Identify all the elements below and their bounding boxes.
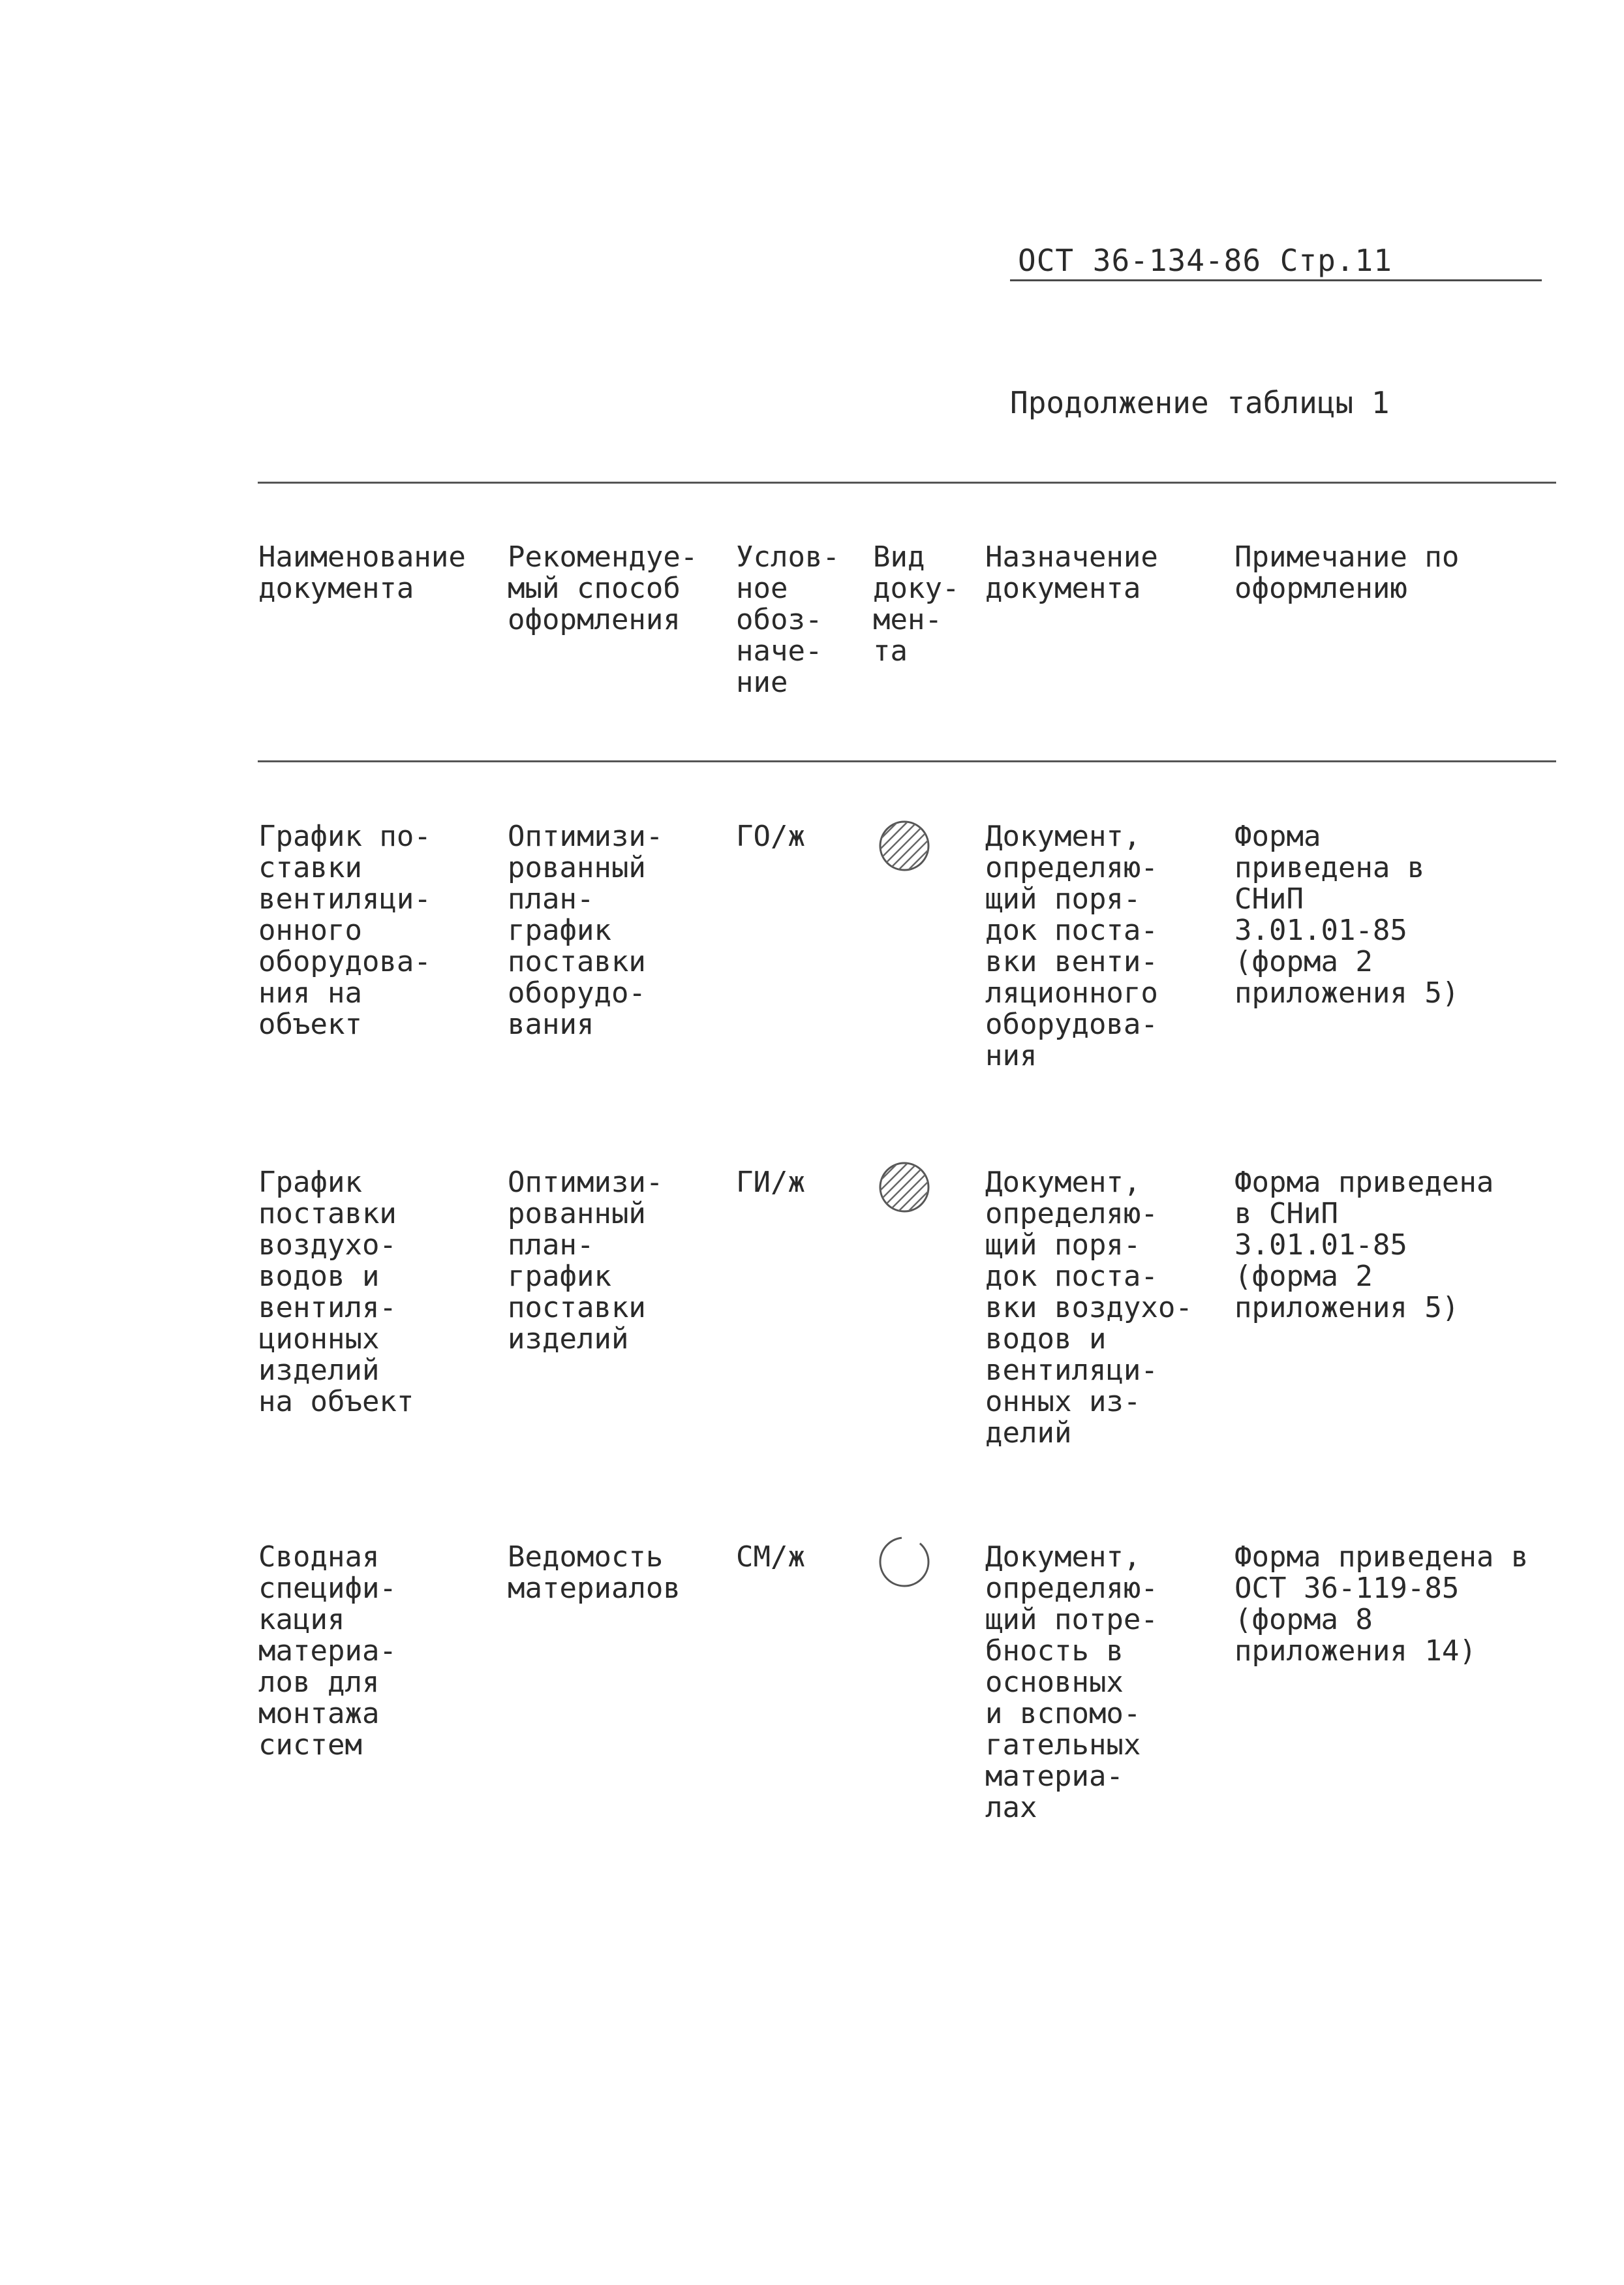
column-header-note: Примечание по оформлению xyxy=(1234,540,1460,605)
table-header-rule xyxy=(258,760,1556,762)
row-purpose: Документ, определяю- щий потре- бность в основных и вспомо- гательных материа- лах xyxy=(985,1540,1158,1824)
hatched-circle-icon xyxy=(878,1160,931,1214)
row-note: Форма приведена в СНиП 3.01.01-85 (форма 2 приложения 5) xyxy=(1234,820,1460,1010)
column-header-type: Вид доку- мен- та xyxy=(873,540,960,668)
row-code: ГИ/ж xyxy=(736,1166,805,1199)
row-method: Оптимизи- рованный план- график поставки оборудо- вания xyxy=(508,820,664,1041)
row-method: Ведомость материалов xyxy=(508,1540,681,1605)
column-header-purpose: Назначение документа xyxy=(985,540,1158,605)
row-note: Форма приведена в ОСТ 36-119-85 (форма 8 приложения 14) xyxy=(1234,1540,1529,1668)
row-purpose: Документ, определяю- щий поря- док поста- вки венти- ляционного оборудова- ния xyxy=(985,820,1158,1072)
row-document-name: График по- ставки вентиляци- онного оборудова- ния на объект xyxy=(258,820,431,1041)
table-continuation-title: Продолжение таблицы 1 xyxy=(1010,385,1390,420)
hatched-circle-icon xyxy=(878,819,931,873)
column-header-method: Рекомендуе- мый способ оформления xyxy=(508,540,698,636)
row-code: СМ/ж xyxy=(736,1540,805,1574)
page-header-rule xyxy=(1010,279,1542,281)
page-header-code: ОСТ 36-134-86 Стр.11 xyxy=(1018,243,1392,278)
row-document-name: Сводная специфи- кация материа- лов для монтажа систем xyxy=(258,1540,397,1762)
row-purpose: Документ, определяю- щий поря- док поста- вки воздухо- водов и вентиляци- онных из- делий xyxy=(985,1166,1193,1450)
row-document-name: График поставки воздухо- водов и вентиля- ционных изделий на объект xyxy=(258,1166,414,1418)
row-method: Оптимизи- рованный план- график поставки изделий xyxy=(508,1166,664,1356)
table-top-rule xyxy=(258,482,1556,484)
column-header-name: Наименование документа xyxy=(258,540,466,605)
column-header-code: Услов- ное обоз- наче- ние xyxy=(736,540,840,699)
row-code: ГО/ж xyxy=(736,820,805,853)
row-note: Форма приведена в СНиП 3.01.01-85 (форма 2 приложения 5) xyxy=(1234,1166,1494,1324)
open-circle-icon xyxy=(878,1535,931,1589)
